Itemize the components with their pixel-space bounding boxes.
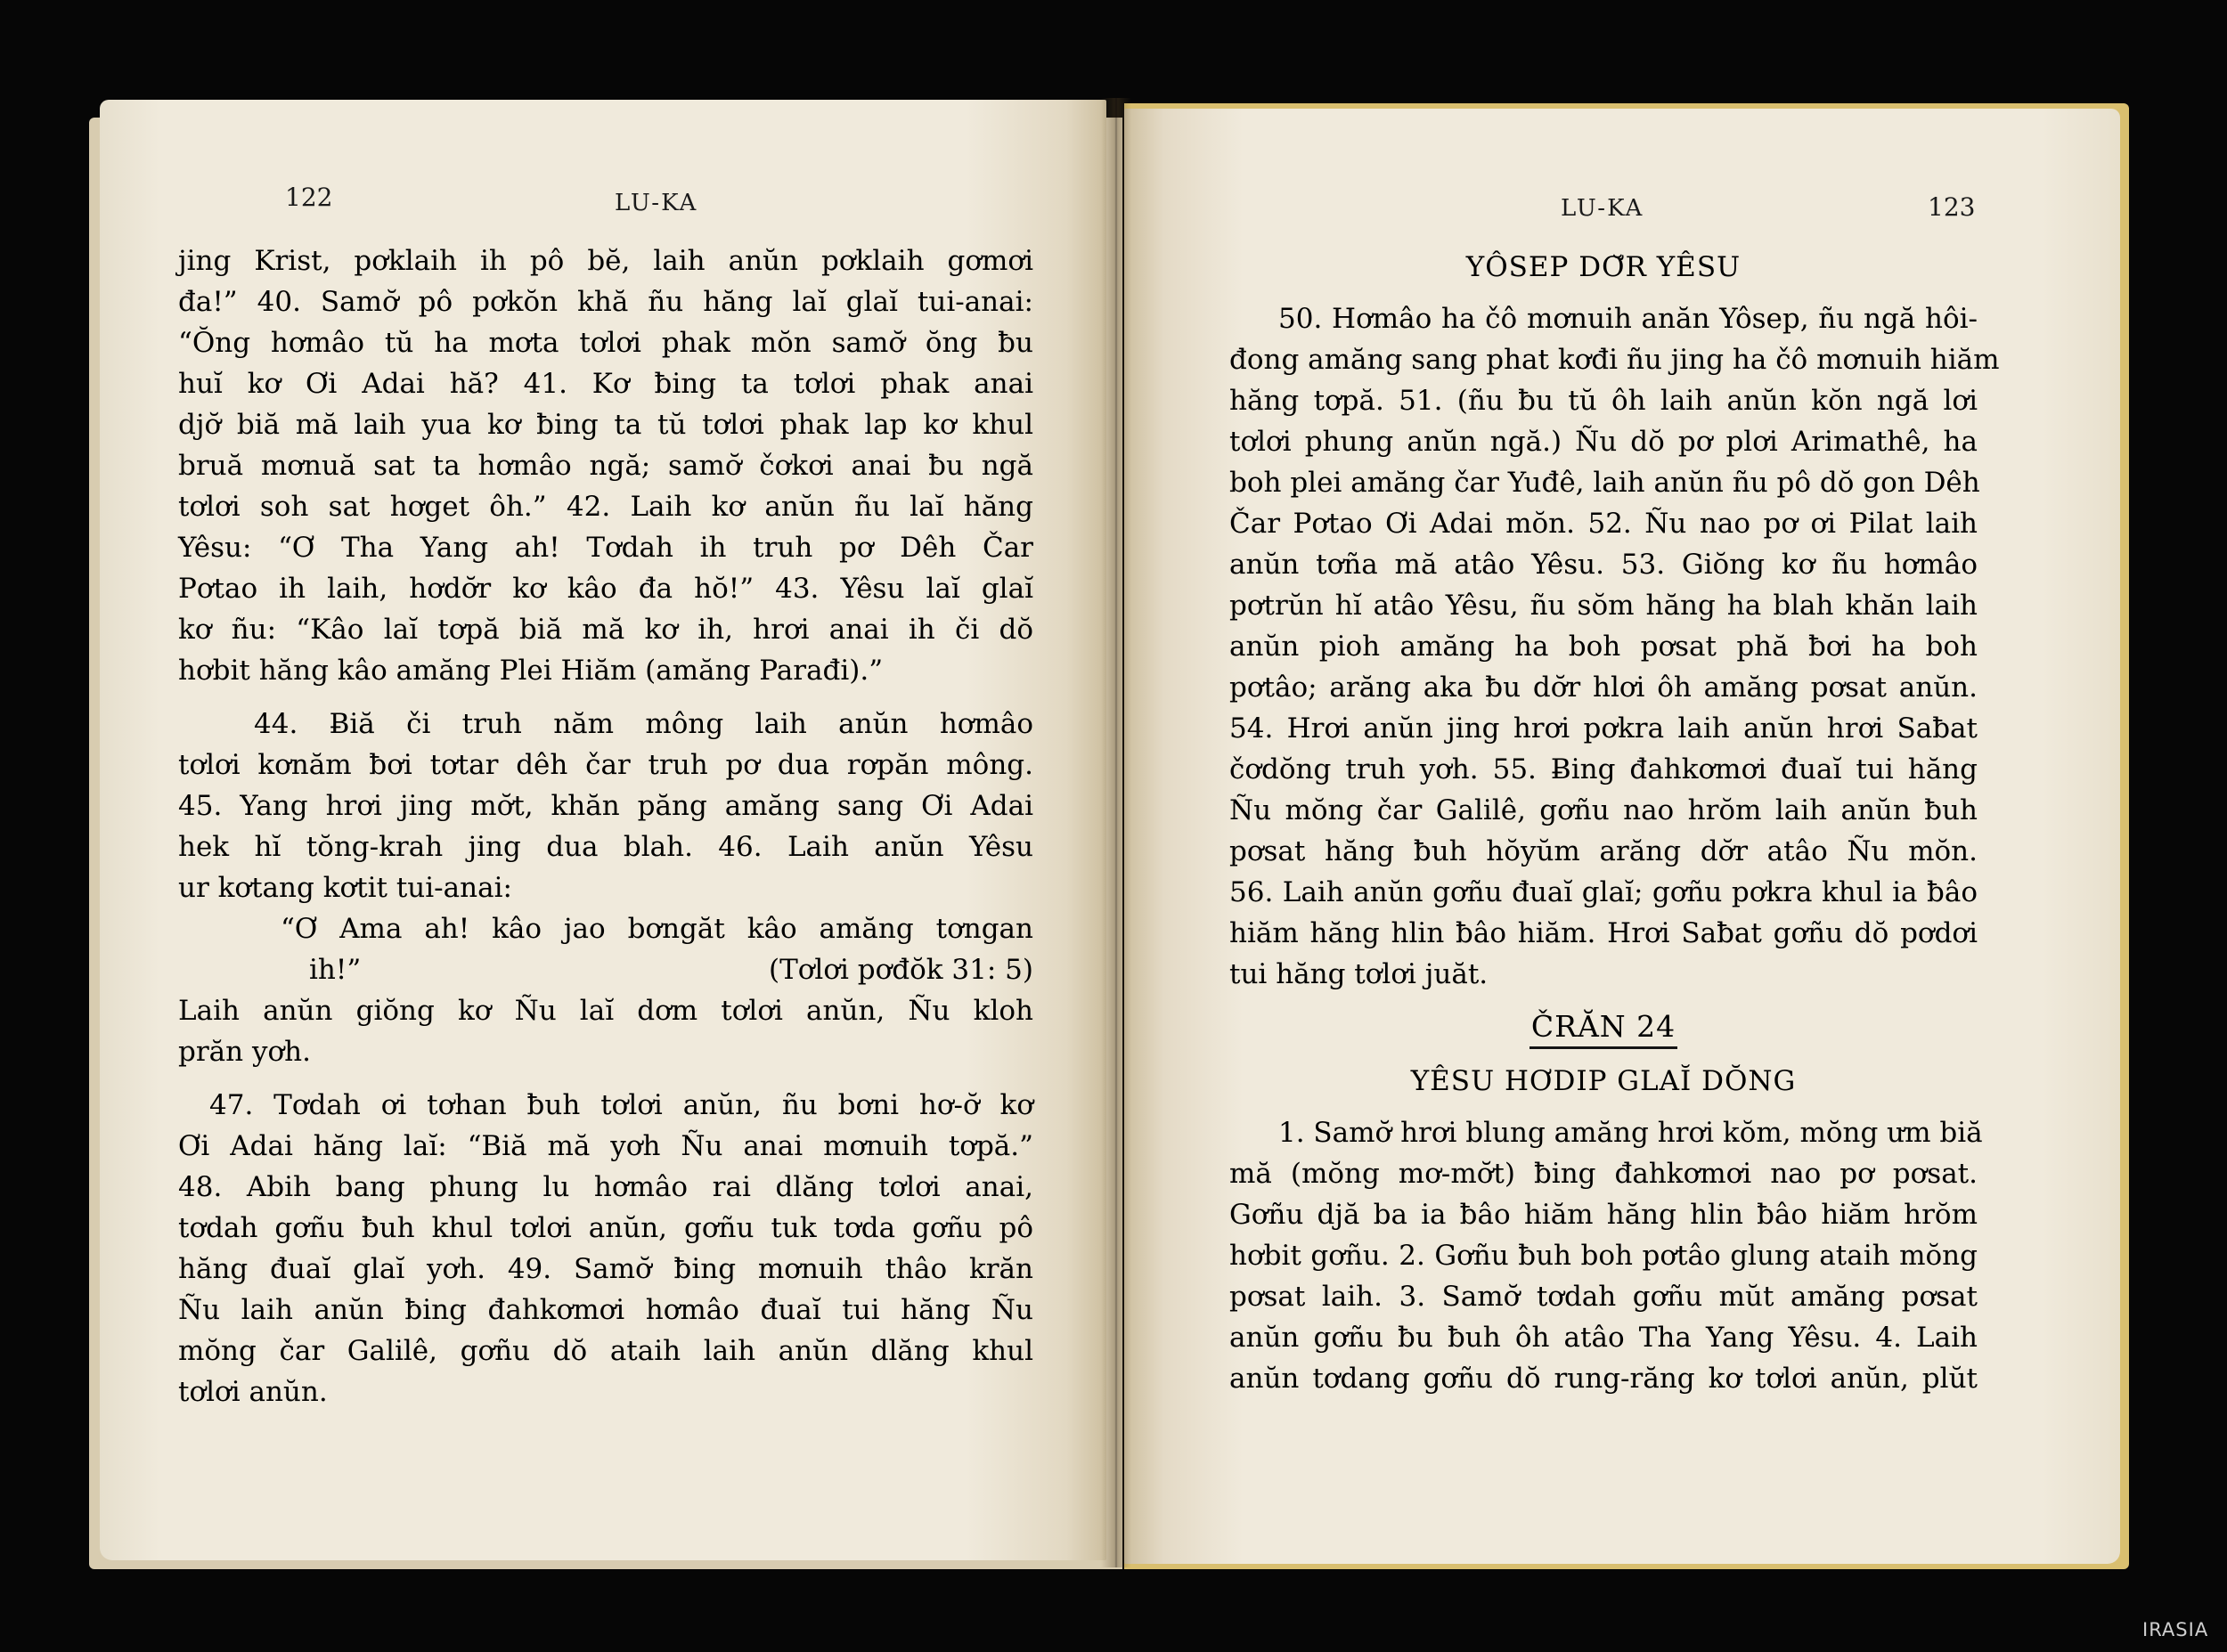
text-line: anŭn gơñu ƀu ƀuh ôh atâo Tha Yang Yêsu. 4. Laih bbox=[1229, 1322, 1978, 1354]
text-line: čơdŏng truh yơh. 55. Ƀing đahkơmơi đuaĭ tui hăng bbox=[1229, 753, 1978, 785]
text-line: mŏng čar Galilê, gơñu dŏ ataih laih anŭn dlăng khul bbox=[178, 1335, 1033, 1367]
text-line: 56. Laih anŭn gơñu đuaĭ glaĭ; gơñu pơkra khul ia ƀâo bbox=[1229, 876, 1978, 908]
text-line: Ñu mŏng čar Galilê, gơñu nao hrŏm laih anŭn ƀuh bbox=[1229, 794, 1978, 826]
book-gutter bbox=[1101, 98, 1131, 1567]
text-line: anŭn tơña mă atâo Yêsu. 53. Giŏng kơ ñu hơmâo bbox=[1229, 549, 1978, 581]
text-line: prăn yơh. bbox=[178, 1036, 311, 1068]
text-line: huĭ kơ Ơi Adai hă? 41. Kơ ƀing ta tơlơi phak anai bbox=[178, 368, 1033, 400]
text-line: bruă mơnuă sat ta hơmâo ngă; samơ̆ čơkơi anai ƀu ngă bbox=[178, 450, 1033, 482]
text-line: 54. Hrơi anŭn jing hrơi pơkra laih anŭn hrơi Saƀat bbox=[1229, 712, 1978, 745]
text-line: 45. Yang hrơi jing mơ̆t, khăn păng amăng sang Ơi Adai bbox=[178, 790, 1033, 822]
section-heading: YÔSEP DƠ̆R YÊSU bbox=[1465, 251, 1742, 283]
text-line: tơlơi soh sat hơget ôh.” 42. Laih kơ anŭn ñu laĭ hăng bbox=[178, 491, 1033, 523]
text-line: đa!” 40. Samơ̆ pô pơkŏn khă ñu hăng laĭ glaĭ tui-anai: bbox=[178, 286, 1033, 318]
verse-50-line: 50. Hơmâo ha čô mơnuih anăn Yôsep, ñu ngă hôi- bbox=[1278, 303, 1978, 335]
archive-watermark: IRASIA bbox=[2142, 1619, 2209, 1640]
text-line: jing Krist, pơklaih ih pô bĕ, laih anŭn pơklaih gơmơi bbox=[178, 245, 1033, 277]
text-line: hơbit gơñu. 2. Gơñu ƀuh boh pơtâo glung ataih mŏng bbox=[1229, 1240, 1978, 1272]
text-line: tui hăng tơlơi juăt. bbox=[1229, 958, 1489, 990]
right-page-number: 123 bbox=[1928, 192, 1976, 222]
text-line: tơlơi kơnăm ƀơi tơtar dêh čar truh pơ dua rơpăn mông. bbox=[178, 749, 1033, 781]
verse-44-line: 44. Ƀiă či truh năm mông laih anŭn hơmâo bbox=[254, 708, 1033, 740]
text-line: boh plei amăng čar Yuđê, laih anŭn ñu pô dŏ gon Dêh bbox=[1229, 467, 1980, 499]
text-line: Čar Pơtao Ơi Adai mŏn. 52. Ñu nao pơ ơi Pilat laih bbox=[1229, 508, 1978, 540]
text-line: ur kơtang kơtit tui-anai: bbox=[178, 872, 512, 904]
verse-47-line: 47. Tơdah ơi tơhan ƀuh tơlơi anŭn, ñu bơni hơ-ơ̆ kơ bbox=[209, 1089, 1033, 1121]
quote-line: “Ơ Ama ah! kâo jao bơngăt kâo amăng tơngan bbox=[281, 913, 1033, 945]
text-line: kơ ñu: “Kâo laĭ tơpă biă mă kơ ih, hrơi anai ih či dŏ bbox=[178, 614, 1033, 646]
quote-reference-row bbox=[178, 949, 1033, 990]
text-line: hek hĭ tŏng-krah jing dua blah. 46. Laih anŭn Yêsu bbox=[178, 831, 1033, 863]
text-line: Pơtao ih laih, hơdơ̆r kơ kâo đa hŏ!” 43. Yêsu laĭ glaĭ bbox=[178, 573, 1033, 605]
chapter-title: ČRĂN 24 bbox=[1530, 1007, 1677, 1049]
text-line: hăng tơpă. 51. (ñu ƀu tŭ ôh laih anŭn kŏn ngă lơi bbox=[1229, 385, 1978, 417]
text-line: tơlơi phung anŭn ngă.) Ñu dŏ pơ plơi Arimathê, ha bbox=[1229, 426, 1978, 458]
quote-line-end: ih!” bbox=[309, 954, 362, 986]
text-line: mă (mŏng mơ-mơ̆t) ƀing đahkơmơi nao pơ pơsat. bbox=[1229, 1158, 1978, 1190]
text-line: pơtrŭn hĭ atâo Yêsu, ñu sŏm hăng ha blah khăn laih bbox=[1229, 590, 1978, 622]
text-line: Laih anŭn giŏng kơ Ñu laĭ dơm tơlơi anŭn, Ñu kloh bbox=[178, 995, 1033, 1027]
text-line: hơbit hăng kâo amăng Plei Hiăm (amăng Parađi).” bbox=[178, 655, 884, 687]
left-running-head: LU-KA bbox=[615, 190, 698, 216]
text-line: 48. Abih bang phung lu hơmâo rai dlăng tơlơi anai, bbox=[178, 1171, 1033, 1203]
text-line: Yêsu: “Ơ Tha Yang ah! Tơdah ih truh pơ Dêh Čar bbox=[178, 532, 1033, 564]
scripture-reference: (Tơlơi pơđŏk 31: 5) bbox=[769, 954, 1033, 986]
text-line: tơlơi anŭn. bbox=[178, 1376, 328, 1408]
text-line: hăng đuaĭ glaĭ yơh. 49. Samơ̆ ƀing mơnuih thâo krăn bbox=[178, 1253, 1033, 1285]
left-page-number: 122 bbox=[285, 183, 333, 212]
chapter-heading: YÊSU HƠDIP GLAĬ DŎNG bbox=[1410, 1065, 1797, 1097]
right-page-text bbox=[1229, 245, 2000, 1399]
text-line: Gơñu djă ba ia ƀâo hiăm hăng hlin ƀâo hiăm hrŏm bbox=[1229, 1199, 1978, 1231]
text-line: pơsat hăng ƀuh hŏyŭm arăng dơ̆r atâo Ñu mŏn. bbox=[1229, 835, 1978, 867]
text-line: pơsat laih. 3. Samơ̆ tơdah gơñu mŭt amăng pơsat bbox=[1229, 1281, 1978, 1313]
text-line: anŭn pioh amăng ha boh pơsat phă ƀơi ha boh bbox=[1229, 631, 1978, 663]
text-line: đong amăng sang phat kơđi ñu jing ha čô mơnuih hiăm bbox=[1229, 344, 2000, 376]
chapter-title-row bbox=[1229, 1005, 1978, 1059]
verse-1-line: 1. Samơ̆ hrơi blung amăng hrơi kŏm, mŏng ưm biă bbox=[1278, 1117, 1983, 1149]
text-line: pơtâo; arăng aka ƀu dơ̆r hlơi ôh amăng pơsat anŭn. bbox=[1229, 671, 1978, 704]
text-line: Ñu laih anŭn ƀing đahkơmơi hơmâo đuaĭ tui hăng Ñu bbox=[178, 1294, 1033, 1326]
text-line: “Ŏng hơmâo tŭ ha mơta tơlơi phak mŏn samơ̆ ŏng ƀu bbox=[178, 327, 1033, 359]
text-line: Ơi Adai hăng laĭ: “Biă mă yơh Ñu anai mơnuih tơpă.” bbox=[178, 1130, 1033, 1162]
left-page-text bbox=[178, 240, 1033, 1412]
text-line: tơdah gơñu ƀuh khul tơlơi anŭn, gơñu tuk tơda gơñu pô bbox=[178, 1212, 1033, 1244]
text-line: hiăm hăng hlin ƀâo hiăm. Hrơi Saƀat gơñu dŏ pơdơi bbox=[1229, 917, 1978, 949]
text-line: djơ̆ biă mă laih yua kơ ƀing ta tŭ tơlơi phak lap kơ khul bbox=[178, 409, 1033, 441]
right-running-head: LU-KA bbox=[1561, 195, 1644, 222]
text-line: anŭn tơdang gơñu dŏ rung-răng kơ tơlơi anŭn, plŭt bbox=[1229, 1363, 1978, 1395]
